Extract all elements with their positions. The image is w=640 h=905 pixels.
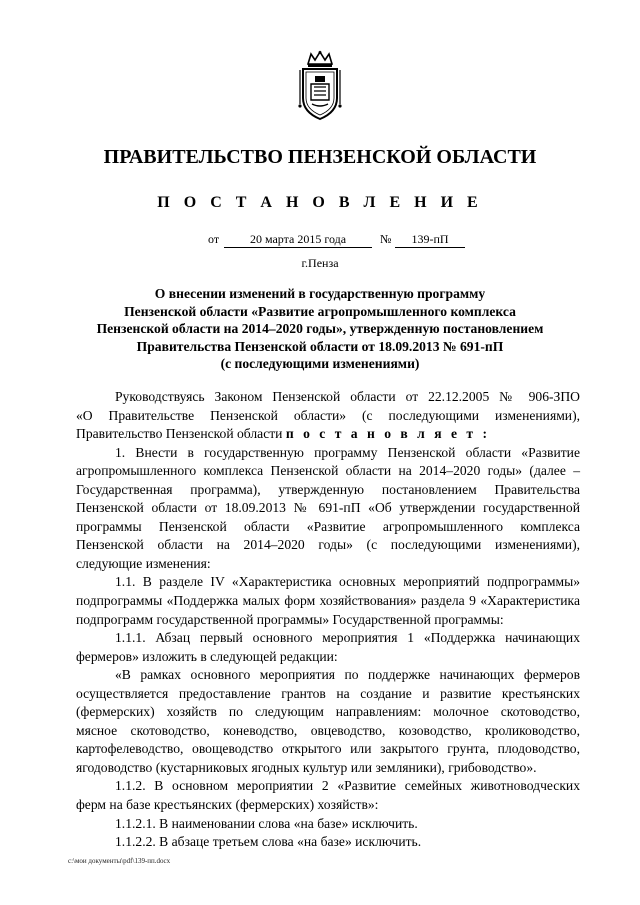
body-line: 1.1.2.1. В наименовании слова «на базе» исключить. <box>115 815 418 831</box>
body-line: 1.1. В разделе IV «Характеристика основных мероприятий подпрограммы» <box>115 574 580 590</box>
document-subject <box>60 285 580 373</box>
subject-line: Пензенской области на 2014–2020 годы», утвержденную постановлением <box>96 321 544 336</box>
subject-line: (с последующими изменениями) <box>220 356 420 371</box>
coat-of-arms-icon <box>295 50 345 122</box>
file-path-footer: c:\мои документы\pdf\139-пп.docx <box>68 857 171 865</box>
body-line: подпрограммы «Поддержка малых форм хозяйствования» раздела 9 «Характеристика <box>76 593 580 609</box>
body-line: фермеров» изложить в следующей редакции: <box>76 648 338 664</box>
body-line: Государственная программа), утвержденную постановлением Правительства <box>76 481 580 497</box>
organization-title: ПРАВИТЕЛЬСТВО ПЕНЗЕНСКОЙ ОБЛАСТИ <box>103 146 537 168</box>
body-line: Пензенской области на 2014–2020 годы» (с последующими изменениями), <box>76 537 580 553</box>
body-line: мясное скотоводство, коневодство, овцеводство, козоводство, кролиководство, <box>76 722 580 738</box>
subject-line: Правительства Пензенской области от 18.09.2013 № 691-пП <box>136 338 504 354</box>
body-line: программы Пензенской области «Развитие агропромышленного комплекса <box>76 518 580 534</box>
body-line: картофелеводство, овощеводство открытого или закрытого грунта, плодоводство, <box>76 741 580 757</box>
body-line: 1.1.2.2. В абзаце третьем слова «на базе» исключить. <box>115 834 422 850</box>
body-line: подпрограмм государственной программы» Государственной программы: <box>76 611 504 627</box>
subject-line: О внесении изменений в государственную программу <box>154 286 486 301</box>
resolution-word: п о с т а н о в л я е т : <box>285 426 490 442</box>
document-date: 20 марта 2015 года <box>224 232 372 248</box>
date-prefix: от <box>208 232 220 246</box>
number-prefix: № <box>380 232 392 246</box>
subject-line: Пензенской области «Развитие агропромышленного комплекса <box>124 303 516 319</box>
document-number: 139-пП <box>395 232 465 248</box>
body-line: ферм на базе крестьянских (фермерских) хозяйств»: <box>76 797 379 813</box>
body-line: Пензенской области от 18.09.2013 № 691-пП «Об утверждении государственной <box>76 500 580 516</box>
body-line <box>76 425 580 444</box>
body-line: 1. Внести в государственную программу Пензенской области «Развитие <box>115 444 580 460</box>
body-line-text: Правительство Пензенской области <box>76 426 283 442</box>
body-line: осуществляется предоставление грантов на создание и развитие крестьянских <box>76 685 580 701</box>
body-line: следующие изменения: <box>76 555 211 571</box>
city: г.Пенза <box>301 256 339 270</box>
document-body <box>76 388 580 852</box>
body-line: ягодоводство (кустарниковых ягодных культур или земляники), грибоводство». <box>76 759 537 775</box>
body-line: «О Правительстве Пензенской области» (с последующими изменениями), <box>76 407 580 423</box>
body-line: агропромышленного комплекса Пензенской области на 2014–2020 годы» (далее – <box>76 463 580 479</box>
body-line: (фермерских) хозяйств по следующим направлениям: молочное скотоводство, <box>76 704 580 720</box>
body-line: Руководствуясь Законом Пензенской области от 22.12.2005 № 906-ЗПО <box>115 389 580 404</box>
body-line: «В рамках основного мероприятия по поддержке начинающих фермеров <box>115 667 580 683</box>
body-line: 1.1.1. Абзац первый основного мероприятия 1 «Поддержка начинающих <box>115 630 580 646</box>
body-line: 1.1.2. В основном мероприятии 2 «Развитие семейных животноводческих <box>115 778 580 794</box>
document-type: П О С Т А Н О В Л Е Н И Е <box>157 194 483 211</box>
